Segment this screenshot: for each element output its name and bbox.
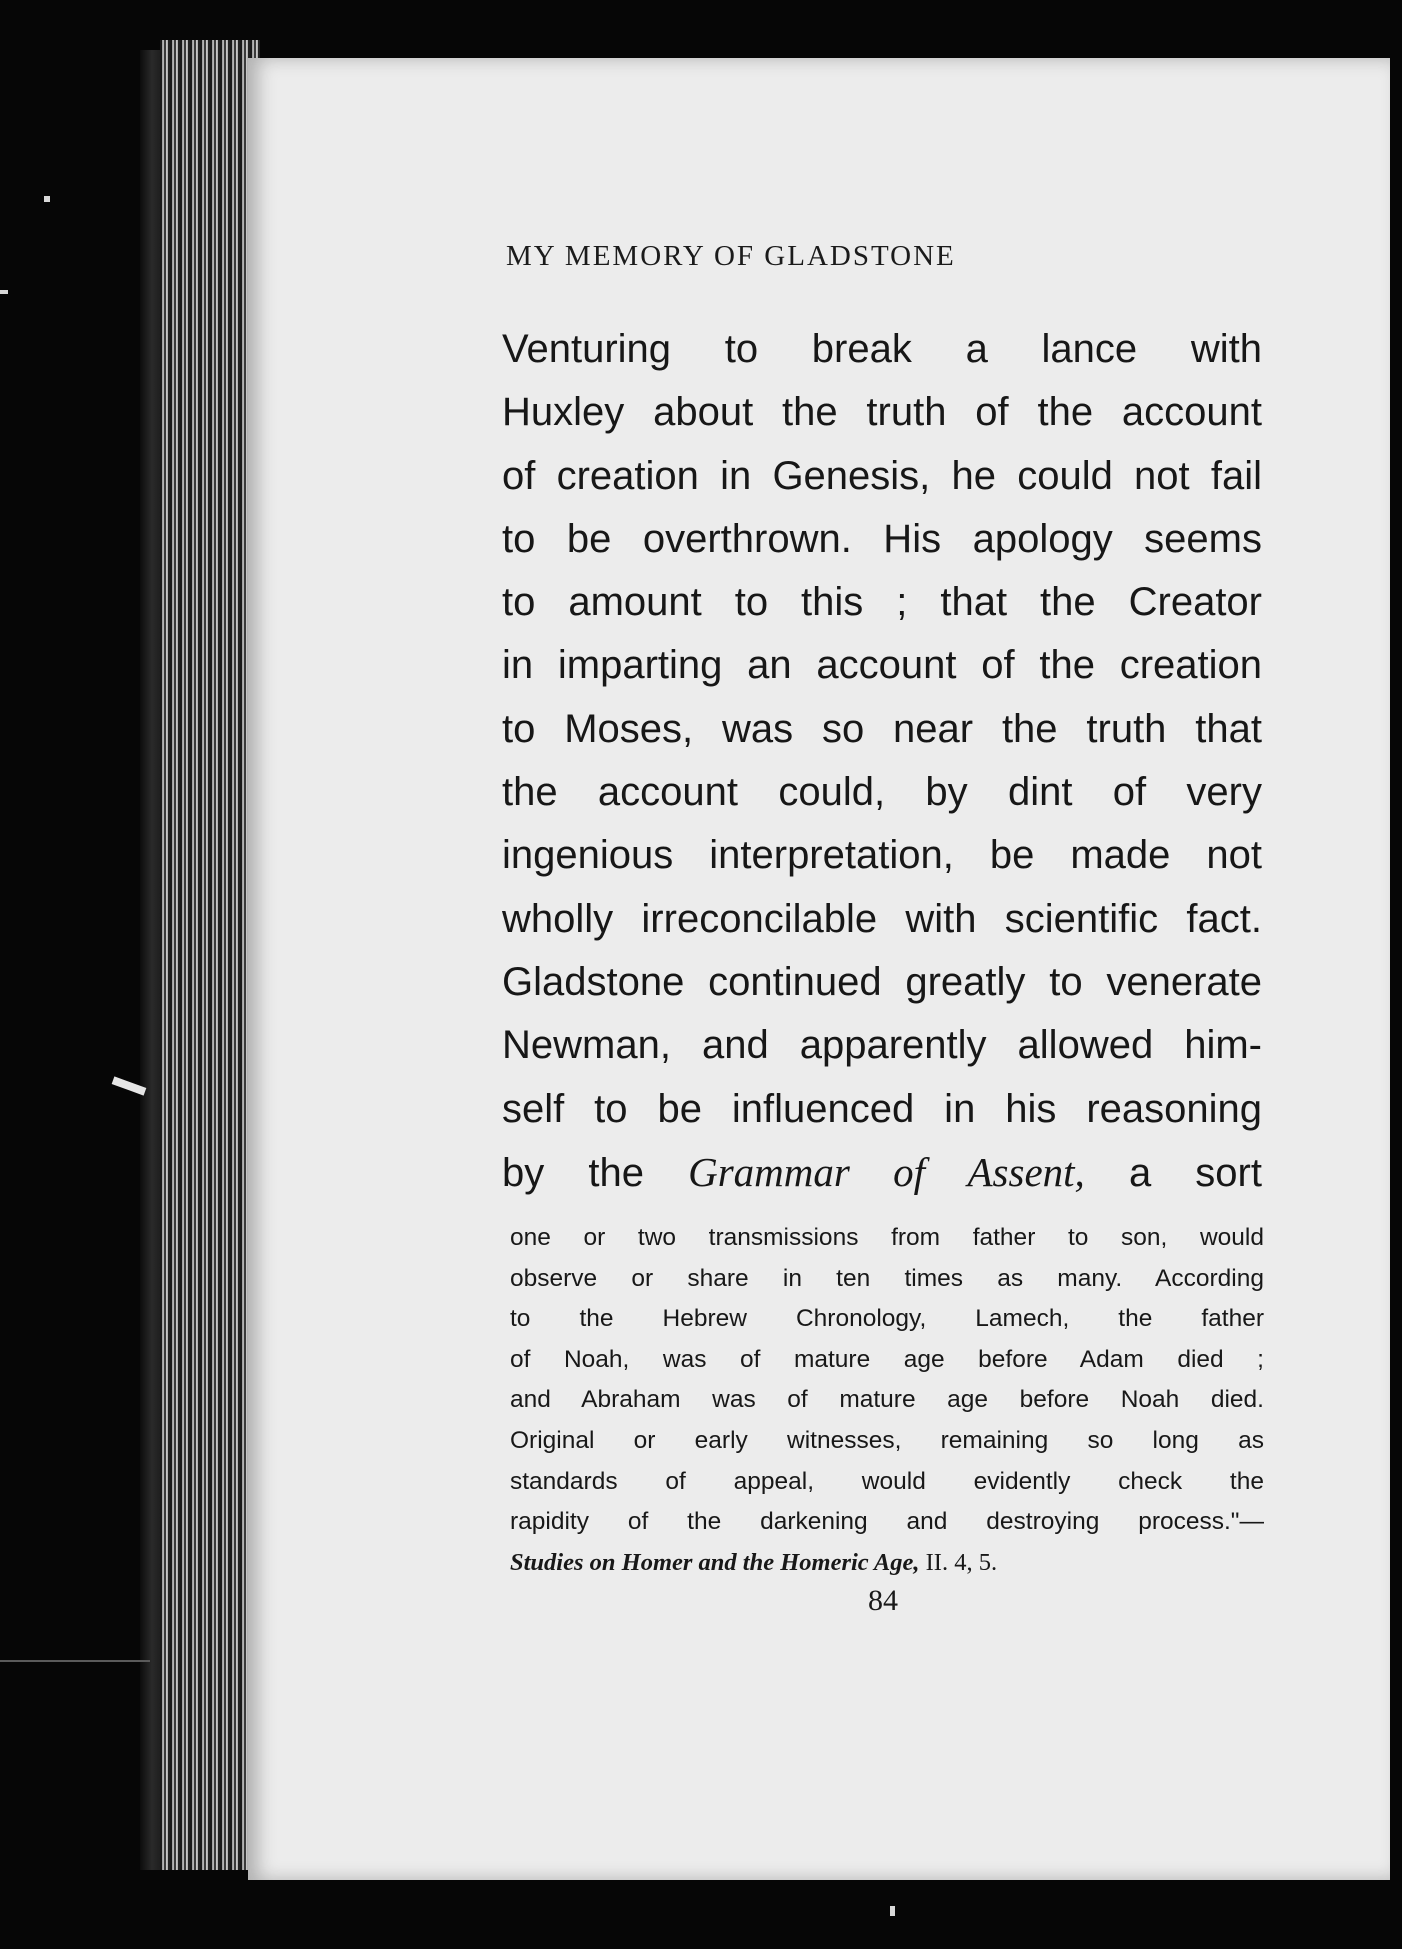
running-head: MY MEMORY OF GLADSTONE	[506, 240, 956, 272]
dust-speck	[890, 1906, 895, 1916]
body-line-text: by the	[502, 1150, 644, 1195]
source-title: Studies on Homer and the Homeric Age,	[510, 1548, 920, 1576]
body-line: Venturing to break a lance with	[502, 327, 1262, 371]
footnote-line: Original or early witnesses, remaining so long as	[510, 1426, 1264, 1454]
body-line: Newman, and apparently allowed him-	[502, 1023, 1262, 1068]
footnote-line: to the Hebrew Chronology, Lamech, the father	[510, 1305, 1264, 1333]
footnote-line: one or two transmissions from father to son, would	[510, 1224, 1264, 1251]
body-text	[502, 318, 1262, 1204]
footnote-source	[510, 1543, 1264, 1584]
body-line: wholly irreconcilable with scientific fact.	[502, 896, 1262, 941]
footnote-line: observe or share in ten times as many. According	[510, 1264, 1264, 1292]
dust-speck	[0, 290, 8, 294]
footnote-line: standards of appeal, would evidently check the	[510, 1467, 1264, 1495]
body-line: to Moses, was so near the truth that	[502, 706, 1262, 751]
page-number: 84	[868, 1584, 898, 1617]
body-line: Huxley about the truth of the account	[502, 390, 1262, 435]
body-line: to be overthrown. His apology seems	[502, 516, 1262, 561]
footnote-line: and Abraham was of mature age before Noah died.	[510, 1386, 1264, 1414]
body-line-text: a sort	[1128, 1150, 1262, 1195]
body-line: the account could, by dint of very	[502, 770, 1262, 815]
body-line: Gladstone continued greatly to venerate	[502, 959, 1262, 1004]
book-title-italic: Grammar of Assent,	[688, 1148, 1085, 1195]
scan-line	[0, 1660, 150, 1662]
body-line: ingenious interpretation, be made not	[502, 833, 1262, 878]
body-line-last	[502, 1141, 1262, 1204]
source-reference: II. 4, 5.	[925, 1548, 998, 1576]
footnote-line: of Noah, was of mature age before Adam died ;	[510, 1345, 1264, 1373]
body-line: of creation in Genesis, he could not fail	[502, 453, 1262, 498]
footnote	[510, 1218, 1264, 1583]
footnote-line: rapidity of the darkening and destroying process."—	[510, 1508, 1264, 1536]
dust-speck	[44, 196, 50, 202]
body-line: to amount to this ; that the Creator	[502, 580, 1262, 625]
page-edges	[160, 40, 260, 1870]
body-line: self to be influenced in his reasoning	[502, 1086, 1262, 1131]
body-line: in imparting an account of the creation	[502, 643, 1262, 688]
